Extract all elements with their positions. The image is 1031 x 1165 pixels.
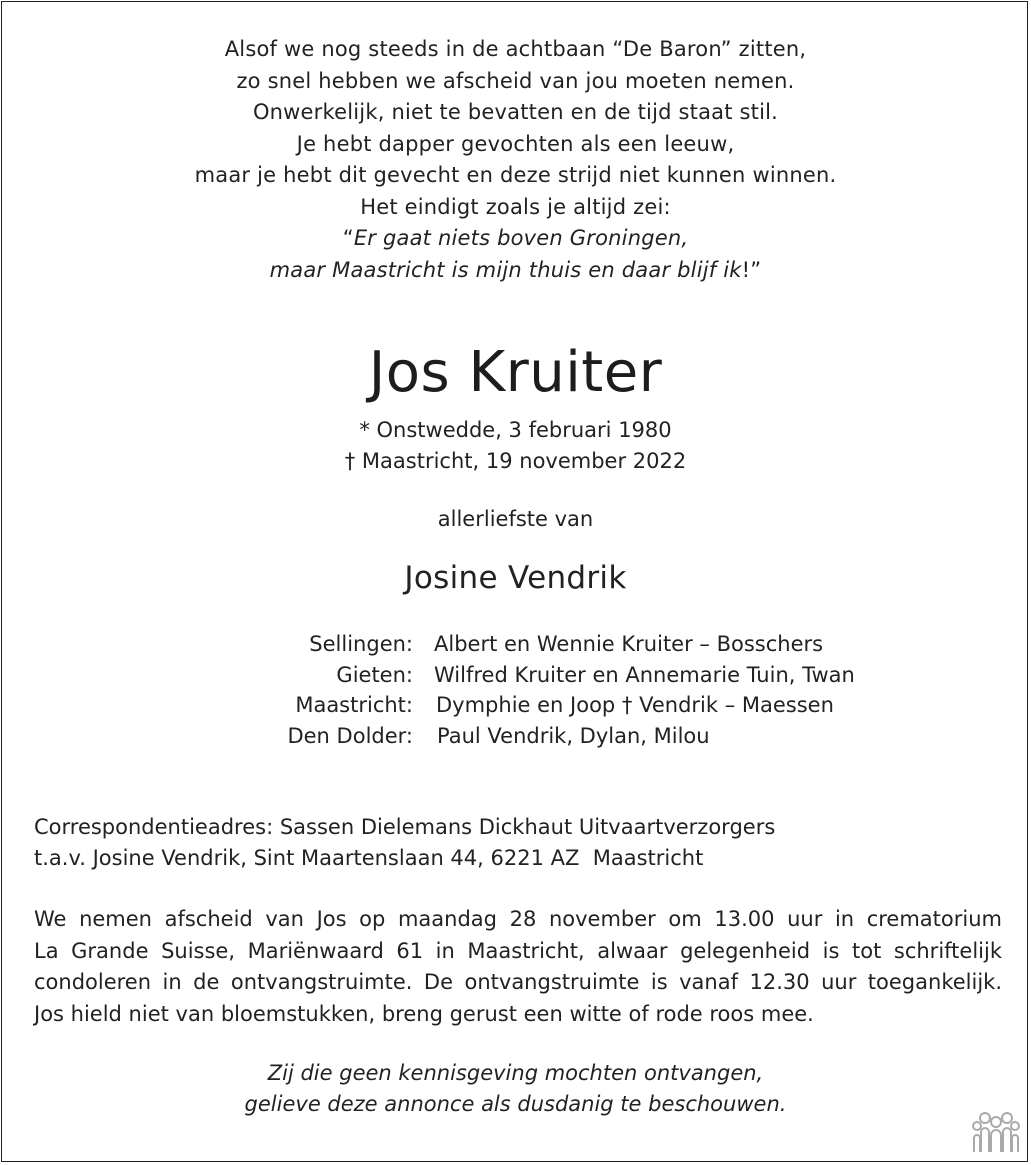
relation-text: allerliefste van <box>437 507 594 531</box>
service-line: condoleren in de ontvangstruimte. De ontvangstruimte is vanaf 12.30 uur toegankelijk. <box>34 970 1002 994</box>
people-group-icon <box>972 1110 1020 1154</box>
closing-note <box>0 1058 1031 1120</box>
death-date: † Maastricht, 19 november 2022 <box>344 449 687 473</box>
family-row <box>0 690 1031 721</box>
poem-line: Je hebt dapper gevochten als een leeuw, <box>296 131 735 156</box>
family-row <box>0 660 1031 691</box>
poem-line: maar je hebt dit gevecht en deze strijd niet kunnen winnen. <box>194 163 837 187</box>
family-row <box>0 629 1031 660</box>
family-place: Maastricht: <box>295 693 413 717</box>
correspondence-line: t.a.v. Josine Vendrik, Sint Maartenslaan 44, 6221 AZ Maastricht <box>34 846 704 870</box>
family-names: Dymphie en Joop † Vendrik – Maessen <box>436 693 834 717</box>
family-place: Sellingen: <box>309 632 413 656</box>
poem-line: Onwerkelijk, niet te bevatten en de tijd staat stil. <box>252 100 779 124</box>
deceased-name: Jos Kruiter <box>368 340 663 405</box>
partner-name: Josine Vendrik <box>404 560 627 596</box>
closing-note-line: Zij die geen kennisgeving mochten ontvangen, <box>267 1061 764 1085</box>
family-list <box>0 629 1031 751</box>
family-names: Paul Vendrik, Dylan, Milou <box>437 723 710 748</box>
service-line: Jos hield niet van bloemstukken, breng gerust een witte of rode roos mee. <box>34 1001 814 1026</box>
quote-open: “ <box>342 226 354 250</box>
birth-date: * Onstwedde, 3 februari 1980 <box>359 418 672 442</box>
poem <box>0 34 1031 286</box>
family-place: Gieten: <box>336 662 413 687</box>
poem-line: Het eindigt zoals je altijd zei: <box>360 194 671 219</box>
poem-line: zo snel hebben we afscheid van jou moeten nemen. <box>236 68 795 93</box>
life-dates <box>0 415 1031 477</box>
family-place: Den Dolder: <box>287 723 413 748</box>
correspondence-line: Correspondentieadres: Sassen Dielemans Dickhaut Uitvaartverzorgers <box>34 815 776 839</box>
family-names: Wilfred Kruiter en Annemarie Tuin, Twan <box>434 662 855 687</box>
quote-text: Er gaat niets boven Groningen, <box>353 226 689 250</box>
family-row <box>0 721 1031 752</box>
family-names: Albert en Wennie Kruiter – Bosschers <box>434 632 824 656</box>
poem-quote-line <box>0 223 1031 255</box>
service-line: We nemen afscheid van Jos op maandag 28 november om 13.00 uur in crematorium <box>34 907 1002 931</box>
poem-quote-line <box>0 255 1031 287</box>
quote-text: maar Maastricht is mijn thuis en daar blijf ik <box>269 257 742 282</box>
correspondence-address <box>34 812 994 874</box>
poem-line: Alsof we nog steeds in de achtbaan “De Baron” zitten, <box>224 37 807 61</box>
service-details <box>34 904 1002 1030</box>
quote-close: !” <box>741 257 762 282</box>
service-line: La Grande Suisse, Mariënwaard 61 in Maastricht, alwaar gelegenheid is tot schriftelijk <box>34 938 1002 963</box>
closing-note-line: gelieve deze annonce als dusdanig te beschouwen. <box>244 1092 787 1116</box>
